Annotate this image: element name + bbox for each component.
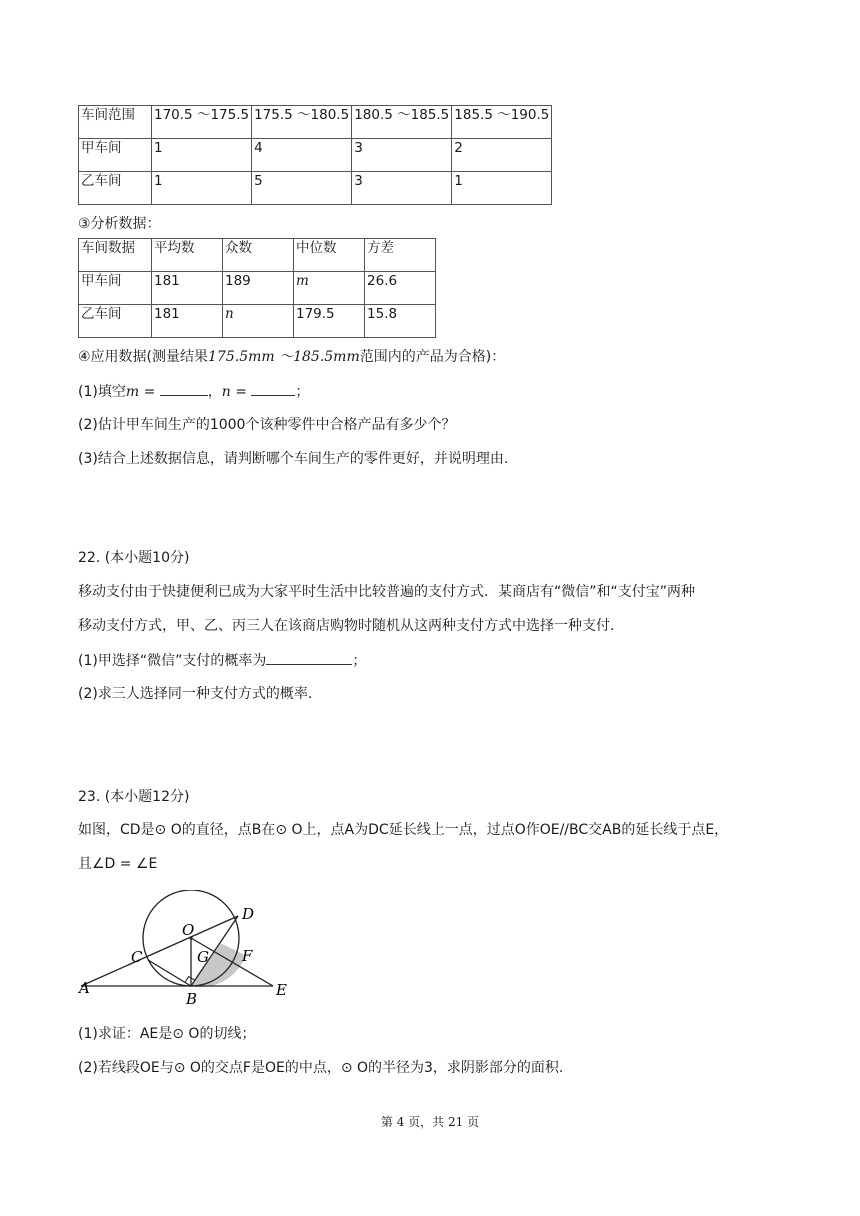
label-g: G <box>197 948 209 966</box>
table-header-cell: 180.5 ～185.5 <box>352 106 452 139</box>
step4-range: 175.5mm ～185.5mm <box>208 349 360 365</box>
table-header-cell: 175.5 ～180.5 <box>252 106 352 139</box>
table-cell: 1 <box>152 172 252 205</box>
label-b: B <box>186 990 198 1008</box>
table-row <box>79 172 552 205</box>
table-cell: 3 <box>352 172 452 205</box>
table-cell: 179.5 <box>294 305 365 338</box>
answer-blank-m[interactable] <box>160 381 208 396</box>
label-e: E <box>276 981 287 999</box>
q21-part1-end: ； <box>295 384 310 400</box>
table-cell: 181 <box>152 272 223 305</box>
table-header-cell: 185.5 ～190.5 <box>452 106 552 139</box>
page-footer: 第 4 页，共 21 页 <box>380 1115 480 1129</box>
table-cell: 3 <box>352 139 452 172</box>
table-cell: 乙车间 <box>79 172 152 205</box>
answer-blank-probability[interactable] <box>266 650 352 665</box>
q22-part1 <box>78 650 366 671</box>
step4-suffix: 范围内的产品为合格)： <box>359 349 506 365</box>
table-row <box>79 305 436 338</box>
table-cell: 2 <box>452 139 552 172</box>
table-row <box>79 139 552 172</box>
table-header-cell: 车间范围 <box>79 106 152 139</box>
table-header-cell: 170.5 ～175.5 <box>152 106 252 139</box>
label-c: C <box>131 948 143 966</box>
table-cell: n <box>223 305 294 338</box>
table-header-row <box>79 239 436 272</box>
q21-part2: (2)估计甲车间生产的1000个该种零件中合格产品有多少个？ <box>78 417 456 433</box>
q21-part1 <box>78 381 309 402</box>
table-cell: 4 <box>252 139 352 172</box>
table-header-cell: 平均数 <box>152 239 223 272</box>
q22-part1-text: (1)甲选择“微信”支付的概率为 <box>78 653 267 669</box>
q23-part2: (2)若线段OE与⊙ O的交点F是OE的中点，⊙ O的半径为3，求阴影部分的面积. <box>78 1060 564 1076</box>
table-cell: 181 <box>152 305 223 338</box>
q21-part1-prefix: (1)填空 <box>78 384 126 400</box>
q22-header: 22. (本小题10分) <box>78 550 190 566</box>
step4-text <box>78 347 505 367</box>
table-cell: 1 <box>452 172 552 205</box>
table-cell: 5 <box>252 172 352 205</box>
table-cell: 189 <box>223 272 294 305</box>
right-angle-mark <box>185 977 195 983</box>
q21-part1-n: n = <box>221 384 247 400</box>
label-a: A <box>79 979 90 997</box>
q23-stem-line2: 且∠D = ∠E <box>78 856 158 872</box>
statistics-table <box>78 238 436 338</box>
table-row <box>79 272 436 305</box>
table-cell: m <box>294 272 365 305</box>
label-o: O <box>182 921 195 939</box>
q22-stem-line2: 移动支付方式，甲、乙、丙三人在该商店购物时随机从这两种支付方式中选择一种支付. <box>78 618 615 634</box>
table-cell: 甲车间 <box>79 139 152 172</box>
q22-part2: (2)求三人选择同一种支付方式的概率. <box>78 686 313 702</box>
table-header-cell: 车间数据 <box>79 239 152 272</box>
table-header-cell: 众数 <box>223 239 294 272</box>
table-header-cell: 方差 <box>365 239 436 272</box>
q23-header: 23. (本小题12分) <box>78 789 190 805</box>
table-cell: 乙车间 <box>79 305 152 338</box>
table-cell: 甲车间 <box>79 272 152 305</box>
table-header-cell: 中位数 <box>294 239 365 272</box>
distribution-table <box>78 105 552 205</box>
label-f: F <box>242 947 253 965</box>
answer-blank-n[interactable] <box>251 381 295 396</box>
q23-part1: (1)求证：AE是⊙ O的切线； <box>78 1026 256 1042</box>
q22-stem-line1: 移动支付由于快捷便利已成为大家平时生活中比较普遍的支付方式．某商店有“微信”和“支付宝”两种 <box>78 584 696 600</box>
step3-label: ③分析数据： <box>78 216 161 232</box>
geometry-figure <box>70 890 300 1010</box>
table-cell: 26.6 <box>365 272 436 305</box>
q21-part1-sep: ， <box>207 384 222 400</box>
table-header-row <box>79 106 552 139</box>
table-cell: 15.8 <box>365 305 436 338</box>
q21-part3: (3)结合上述数据信息，请判断哪个车间生产的零件更好，并说明理由. <box>78 451 509 467</box>
q21-part1-m: m = <box>125 384 156 400</box>
table-cell: 1 <box>152 139 252 172</box>
q23-stem-line1: 如图，CD是⊙ O的直径，点B在⊙ O上，点A为DC延长线上一点，过点O作OE//BC交AB的延长线于点E， <box>78 822 729 838</box>
segment-bc <box>148 960 191 986</box>
step4-prefix: ④应用数据(测量结果 <box>78 349 209 365</box>
label-d: D <box>242 905 255 923</box>
q22-part1-end: ； <box>352 653 367 669</box>
